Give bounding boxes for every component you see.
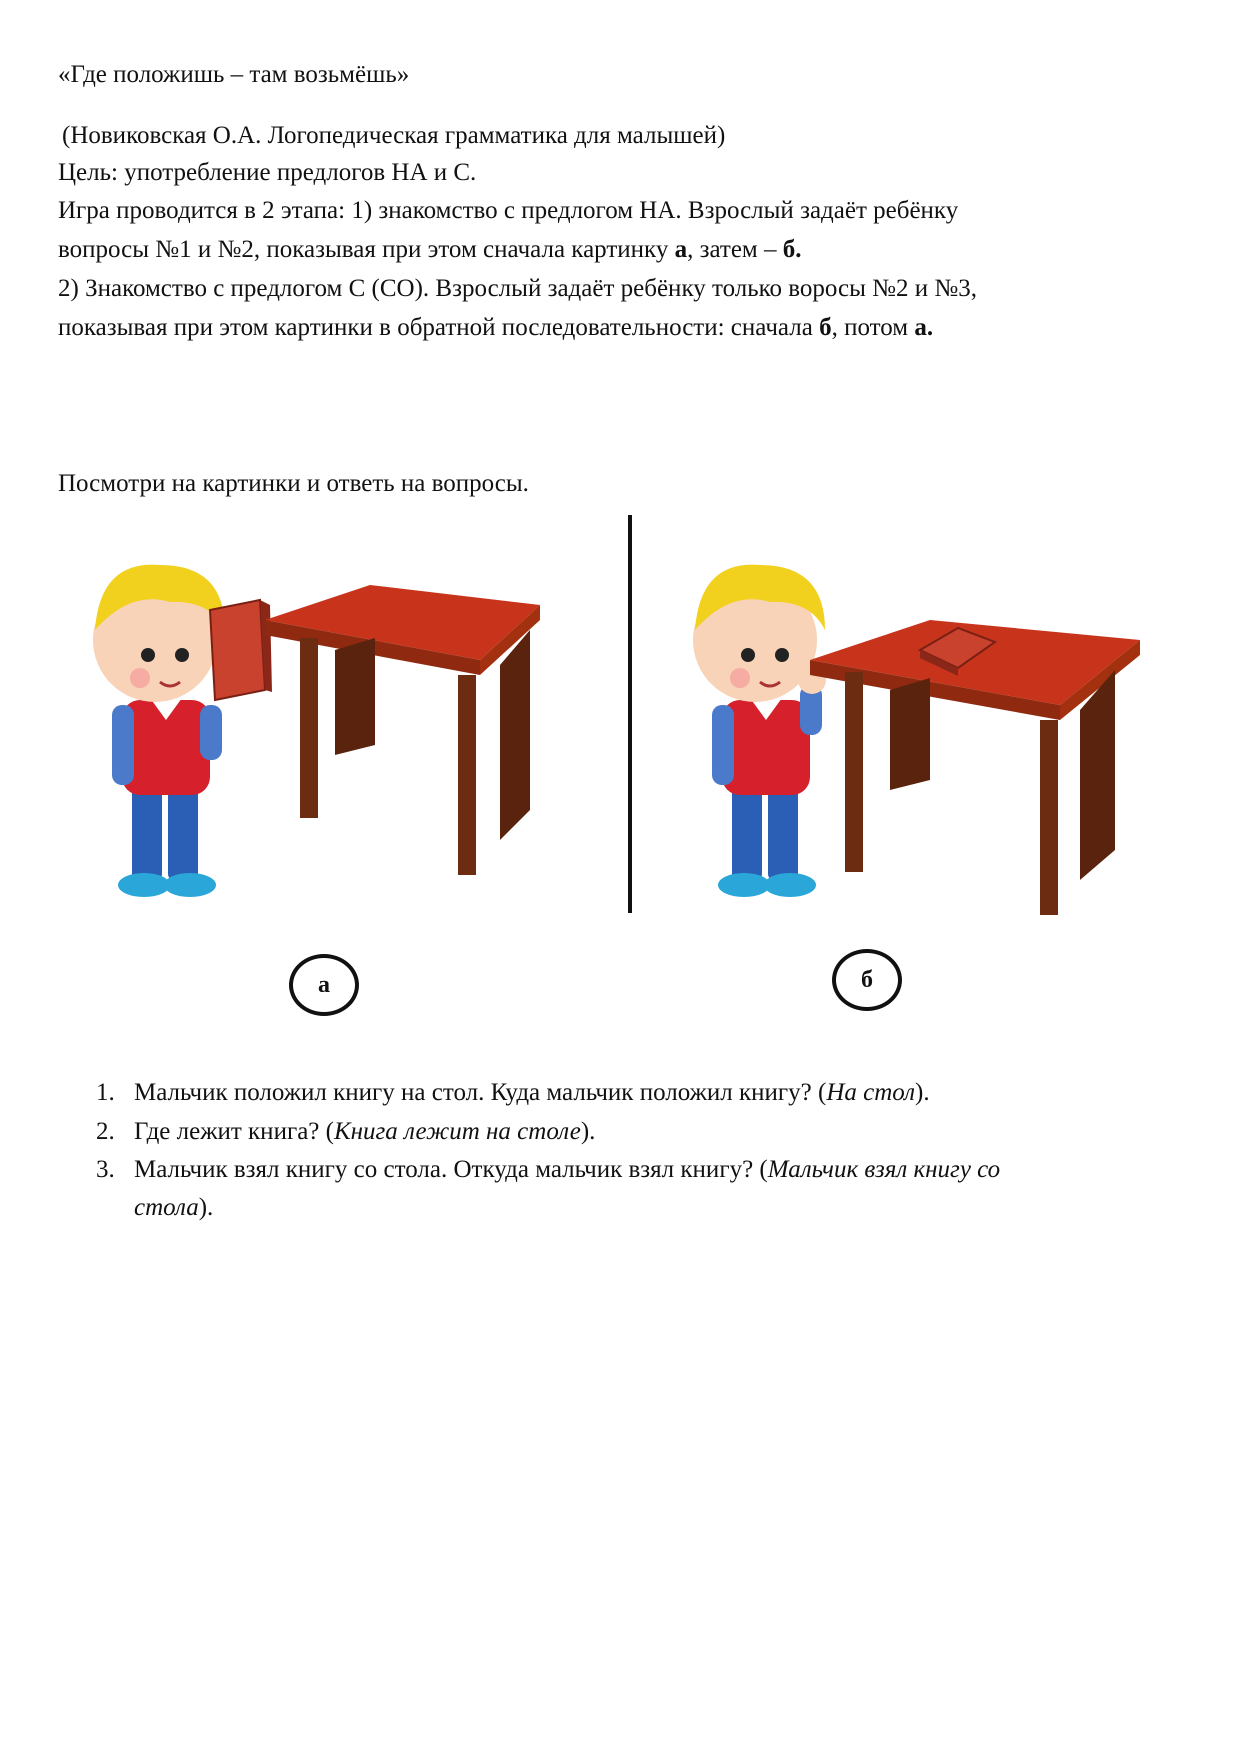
question-1: 1. Мальчик положил книгу на стол. Куда мальчик положил книгу? (На стол). [96, 1079, 930, 1106]
boy-figure [93, 565, 225, 897]
question-2: 2. Где лежит книга? (Книга лежит на столе). [96, 1118, 596, 1145]
scene-b-illustration [660, 510, 1160, 920]
panel-divider [628, 515, 632, 913]
label-a: а [289, 954, 359, 1016]
scene-a-illustration [60, 510, 620, 920]
stage1-line2: вопросы №1 и №2, показывая при этом сначала картинку а, затем – б. [58, 236, 802, 263]
stage2-line1: 2) Знакомство с предлогом С (СО). Взрослый задаёт ребёнку только воросы №2 и №3, [58, 275, 977, 302]
stage1-line1: Игра проводится в 2 этапа: 1) знакомство с предлогом НА. Взрослый задаёт ребёнку [58, 197, 959, 224]
boy-figure [693, 565, 826, 897]
book-held [210, 600, 272, 700]
stage2-line2: показывая при этом картинки в обратной последовательности: сначала б, потом а. [58, 314, 934, 341]
question-3-continuation: стола). [134, 1194, 214, 1221]
table-a [265, 585, 540, 875]
table-b [810, 620, 1140, 915]
page-title: «Где положишь – там возьмёшь» [58, 61, 410, 88]
label-b: б [832, 949, 902, 1011]
instruction-text: Посмотри на картинки и ответь на вопросы. [58, 470, 529, 497]
goal-text: Цель: употребление предлогов НА и С. [58, 159, 477, 186]
question-3: 3. Мальчик взял книгу со стола. Откуда мальчик взял книгу? (Мальчик взял книгу со [96, 1156, 1001, 1183]
source-citation: (Новиковская О.А. Логопедическая грамматика для малышей) [62, 122, 726, 149]
